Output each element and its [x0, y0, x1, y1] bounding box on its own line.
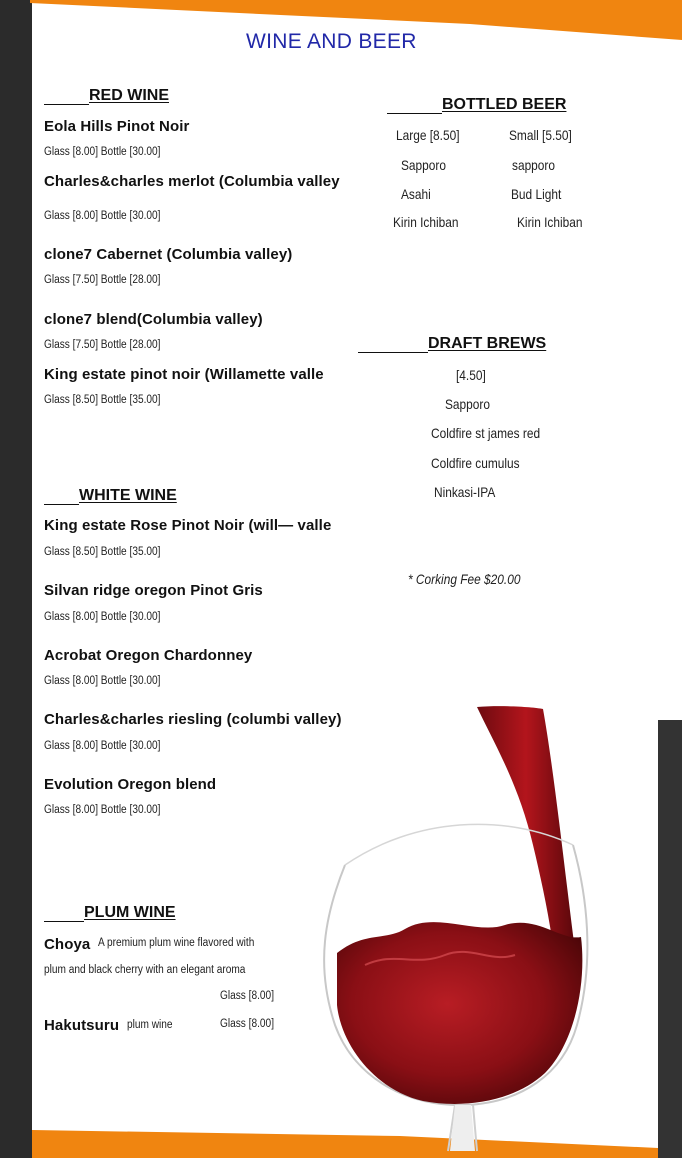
bottled-beer-small-item-1: sapporo	[512, 157, 556, 173]
white-wine-price-2: Glass [8.00] Bottle [30.00]	[44, 611, 161, 623]
draft-brew-item-1: Sapporo	[445, 396, 490, 412]
draft-brew-item-4: Ninkasi-IPA	[434, 484, 496, 500]
bottled-beer-small-item-3: Kirin Ichiban	[517, 214, 583, 230]
red-wine-price-1: Glass [8.00] Bottle [30.00]	[44, 146, 161, 158]
draft-brews-heading: DRAFT BREWS	[428, 335, 547, 352]
wine-glass-illustration	[305, 705, 617, 1158]
bottled-beer-large-item-2: Asahi	[401, 186, 431, 202]
red-wine-name-5: King estate pinot noir (Willamette valle	[44, 366, 324, 383]
red-wine-heading-rule	[44, 104, 89, 105]
bottled-beer-large-item-1: Sapporo	[401, 157, 446, 173]
bottled-beer-heading-rule	[387, 113, 442, 114]
white-wine-name-3: Acrobat Oregon Chardonney	[44, 647, 253, 664]
white-wine-price-1: Glass [8.50] Bottle [35.00]	[44, 546, 161, 558]
choya-name: Choya	[44, 936, 91, 953]
choya-description-line-1: A premium plum wine flavored with	[98, 937, 255, 949]
white-wine-price-5: Glass [8.00] Bottle [30.00]	[44, 804, 161, 816]
plum-wine-heading: PLUM WINE	[84, 904, 176, 921]
white-wine-name-2: Silvan ridge oregon Pinot Gris	[44, 582, 263, 599]
hakutsuru-name: Hakutsuru	[44, 1017, 120, 1034]
bottled-beer-small-item-2: Bud Light	[511, 186, 562, 202]
draft-brews-heading-rule	[358, 352, 428, 353]
page-title: WINE AND BEER	[246, 30, 417, 53]
bottled-beer-heading: BOTTLED BEER	[442, 96, 567, 113]
bottled-beer-large-header: Large [8.50]	[396, 127, 460, 143]
corking-fee-note: * Corking Fee $20.00	[408, 571, 521, 587]
red-wine-name-4: clone7 blend(Columbia valley)	[44, 311, 263, 328]
choya-price: Glass [8.00]	[220, 990, 275, 1002]
right-dark-band	[658, 720, 682, 1158]
white-wine-price-3: Glass [8.00] Bottle [30.00]	[44, 675, 161, 687]
red-wine-price-4: Glass [7.50] Bottle [28.00]	[44, 339, 161, 351]
bottled-beer-large-item-3: Kirin Ichiban	[393, 214, 459, 230]
draft-brew-item-2: Coldfire st james red	[431, 425, 541, 441]
white-wine-heading: WHITE WINE	[79, 487, 177, 504]
white-wine-name-4: Charles&charles riesling (columbi valley)	[44, 711, 342, 728]
white-wine-name-1: King estate Rose Pinot Noir (will— valle	[44, 517, 332, 534]
red-wine-name-2: Charles&charles merlot (Columbia valley	[44, 173, 340, 190]
hakutsuru-description: plum wine	[127, 1019, 173, 1031]
red-wine-price-3: Glass [7.50] Bottle [28.00]	[44, 274, 161, 286]
red-wine-name-1: Eola Hills Pinot Noir	[44, 118, 190, 135]
white-wine-name-5: Evolution Oregon blend	[44, 776, 217, 793]
red-wine-price-2: Glass [8.00] Bottle [30.00]	[44, 210, 161, 222]
plum-wine-heading-rule	[44, 921, 84, 922]
choya-description-line-2: plum and black cherry with an elegant aroma	[44, 964, 246, 976]
draft-brews-price: [4.50]	[456, 367, 486, 383]
draft-brew-item-3: Coldfire cumulus	[431, 455, 520, 471]
left-dark-band	[0, 0, 32, 1158]
bottled-beer-small-header: Small [5.50]	[509, 127, 572, 143]
red-wine-price-5: Glass [8.50] Bottle [35.00]	[44, 394, 161, 406]
red-wine-name-3: clone7 Cabernet (Columbia valley)	[44, 246, 293, 263]
red-wine-heading: RED WINE	[89, 87, 169, 104]
white-wine-price-4: Glass [8.00] Bottle [30.00]	[44, 740, 161, 752]
hakutsuru-price: Glass [8.00]	[220, 1018, 275, 1030]
white-wine-heading-rule	[44, 504, 79, 505]
